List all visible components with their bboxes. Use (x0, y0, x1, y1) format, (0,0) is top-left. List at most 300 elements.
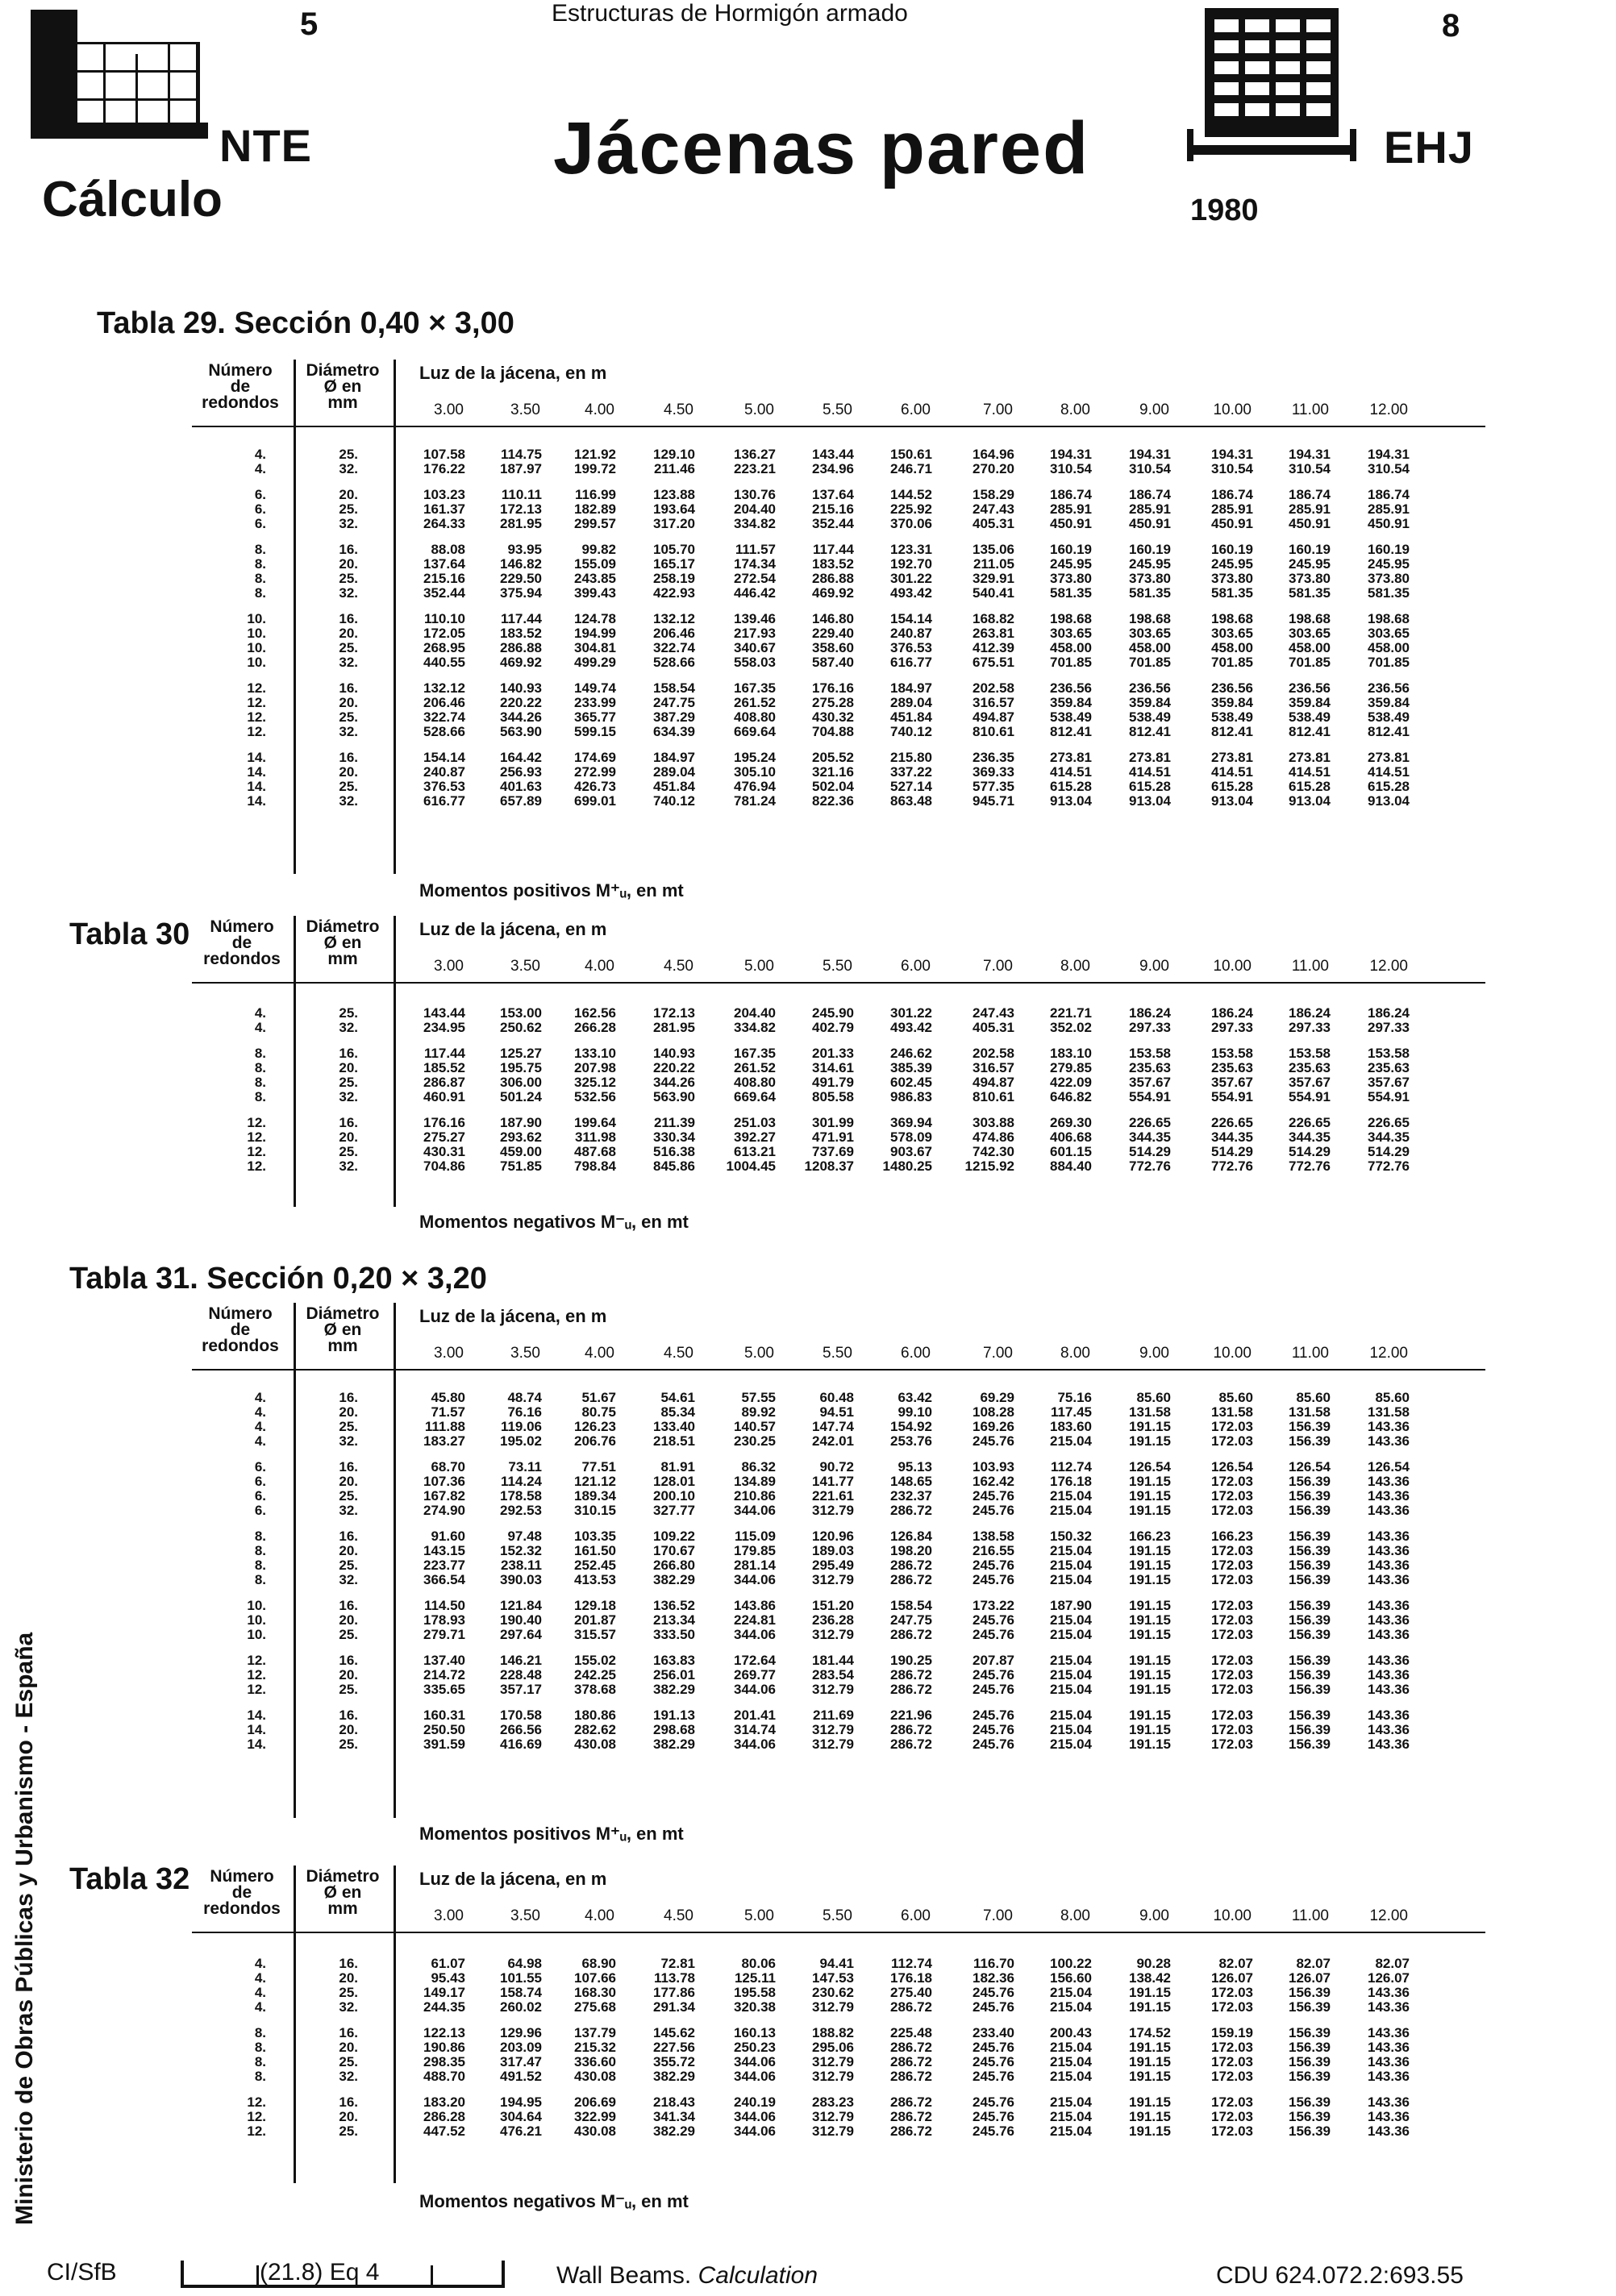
cell-bar-count: 12. (247, 1158, 266, 1174)
cell-bar-count: 14. (247, 1707, 266, 1723)
header-rule (192, 982, 1485, 984)
ministry-side-text: Ministerio de Obras Públicas y Urbanismo - España (11, 1632, 38, 2225)
cell-diameter: 20. (339, 626, 358, 641)
cell-moment: 215.04 (1050, 1503, 1092, 1518)
cell-moment: 458.00 (1289, 640, 1331, 655)
cell-diameter: 20. (339, 1970, 358, 1986)
document-code: EHJ (1384, 122, 1474, 173)
cell-moment: 182.89 (574, 501, 616, 517)
cell-moment: 373.80 (1211, 571, 1253, 586)
cell-moment: 245.76 (973, 1433, 1014, 1449)
header-line: de (230, 1321, 251, 1339)
cell-moment: 156.39 (1289, 2025, 1331, 2040)
header-line: Número (208, 361, 273, 380)
table-row (0, 725, 1616, 739)
cell-moment: 538.49 (1129, 709, 1171, 725)
cell-moment: 311.98 (574, 1129, 616, 1145)
cell-diameter: 32. (339, 1433, 358, 1449)
span-column-header: 3.50 (510, 401, 540, 418)
cell-moment: 193.64 (653, 501, 695, 517)
cell-moment: 121.12 (574, 1474, 616, 1489)
cell-moment: 176.18 (890, 1970, 932, 1986)
cell-bar-count: 4. (254, 1999, 266, 2015)
row-group (0, 681, 1616, 739)
cell-moment: 146.82 (500, 556, 542, 572)
cell-moment: 414.51 (1368, 764, 1410, 780)
cell-diameter: 16. (339, 1956, 358, 1971)
cell-moment: 198.20 (890, 1543, 932, 1558)
cell-moment: 166.23 (1129, 1529, 1171, 1544)
cell-moment: 176.16 (423, 1115, 465, 1130)
cell-moment: 285.91 (1129, 501, 1171, 517)
cell-moment: 123.31 (890, 542, 932, 557)
cell-diameter: 20. (339, 1667, 358, 1682)
cell-moment: 117.44 (812, 542, 854, 557)
page-section-number: 5 (300, 6, 319, 42)
cell-moment: 124.78 (574, 611, 616, 626)
cell-moment: 126.07 (1211, 1970, 1253, 1986)
cell-moment: 153.58 (1368, 1046, 1410, 1061)
table-row (0, 1489, 1616, 1504)
cell-moment: 613.21 (734, 1144, 776, 1159)
span-column-header: 6.00 (901, 401, 931, 418)
cell-moment: 126.54 (1368, 1459, 1410, 1475)
cell-diameter: 25. (339, 1075, 358, 1090)
header-line: mm (327, 393, 358, 412)
cell-moment: 143.36 (1368, 1722, 1410, 1737)
table-row (0, 1628, 1616, 1642)
cell-moment: 191.15 (1129, 1737, 1171, 1752)
table-row (0, 1090, 1616, 1104)
cell-moment: 514.29 (1211, 1144, 1253, 1159)
cell-moment: 240.87 (890, 626, 932, 641)
row-group (0, 488, 1616, 531)
cell-moment: 273.81 (1129, 750, 1171, 765)
cell-moment: 167.82 (423, 1488, 465, 1504)
table-row (0, 1391, 1616, 1405)
cell-moment: 191.15 (1129, 2054, 1171, 2069)
cell-moment: 140.93 (653, 1046, 695, 1061)
cell-moment: 149.74 (574, 680, 616, 696)
cell-moment: 458.00 (1129, 640, 1171, 655)
cell-moment: 174.69 (574, 750, 616, 765)
cell-moment: 494.87 (973, 709, 1014, 725)
cell-bar-count: 4. (254, 1433, 266, 1449)
cell-moment: 95.13 (898, 1459, 932, 1475)
cell-diameter: 20. (339, 1612, 358, 1628)
cell-moment: 382.29 (653, 1682, 695, 1697)
cell-moment: 273.81 (1368, 750, 1410, 765)
cell-moment: 373.80 (1368, 571, 1410, 586)
cell-moment: 514.29 (1289, 1144, 1331, 1159)
cell-moment: 261.52 (734, 1060, 776, 1075)
cell-moment: 135.06 (973, 542, 1014, 557)
cell-diameter: 20. (339, 487, 358, 502)
cell-moment: 117.44 (423, 1046, 465, 1061)
cell-moment: 191.15 (1129, 1503, 1171, 1518)
cell-moment: 143.86 (734, 1598, 776, 1613)
cell-moment: 182.36 (973, 1970, 1014, 1986)
cell-moment: 170.58 (500, 1707, 542, 1723)
table-row (0, 517, 1616, 531)
cell-moment: 215.04 (1050, 1667, 1092, 1682)
cell-moment: 704.86 (423, 1158, 465, 1174)
cell-moment: 143.36 (1368, 1667, 1410, 1682)
cell-moment: 359.84 (1211, 695, 1253, 710)
cell-moment: 207.98 (574, 1060, 616, 1075)
cell-moment: 289.04 (890, 695, 932, 710)
table-title: Tabla 30 (69, 917, 190, 951)
cell-moment: 172.03 (1211, 1985, 1253, 2000)
cell-moment: 143.36 (1368, 2109, 1410, 2124)
cell-diameter: 25. (339, 2123, 358, 2139)
cell-moment: 373.80 (1289, 571, 1331, 586)
cell-moment: 144.52 (890, 487, 932, 502)
cell-moment: 286.88 (500, 640, 542, 655)
cell-moment: 172.03 (1211, 1543, 1253, 1558)
cell-moment: 195.02 (500, 1433, 542, 1449)
cell-moment: 129.18 (574, 1598, 616, 1613)
cell-moment: 701.85 (1289, 655, 1331, 670)
cell-bar-count: 12. (247, 695, 266, 710)
cell-moment: 183.52 (500, 626, 542, 641)
cell-moment: 669.64 (734, 724, 776, 739)
cell-moment: 185.52 (423, 1060, 465, 1075)
cell-moment: 357.67 (1289, 1075, 1331, 1090)
cell-moment: 314.74 (734, 1722, 776, 1737)
cell-diameter: 25. (339, 1682, 358, 1697)
cell-moment: 487.68 (574, 1144, 616, 1159)
header-line: redondos (202, 1337, 279, 1355)
header-line: Diámetro (306, 361, 380, 380)
cell-moment: 125.27 (500, 1046, 542, 1061)
cell-diameter: 16. (339, 1046, 358, 1061)
table-row (0, 1971, 1616, 1986)
cell-moment: 215.04 (1050, 2069, 1092, 2084)
cell-moment: 236.56 (1129, 680, 1171, 696)
cell-moment: 291.34 (653, 1999, 695, 2015)
cell-moment: 143.36 (1368, 1985, 1410, 2000)
cell-bar-count: 8. (254, 2040, 266, 2055)
cell-moment: 242.25 (574, 1667, 616, 1682)
cell-moment: 48.74 (507, 1390, 542, 1405)
cell-moment: 178.93 (423, 1612, 465, 1628)
cell-bar-count: 8. (254, 1060, 266, 1075)
cell-moment: 191.15 (1129, 1722, 1171, 1737)
cell-moment: 554.91 (1368, 1089, 1410, 1104)
span-column-header: 4.50 (664, 1907, 693, 1924)
cell-moment: 72.81 (660, 1956, 695, 1971)
cell-moment: 147.74 (812, 1419, 854, 1434)
cell-moment: 215.04 (1050, 1999, 1092, 2015)
row-group (0, 2095, 1616, 2139)
cell-moment: 110.11 (501, 487, 542, 502)
cell-moment: 139.46 (734, 611, 776, 626)
cell-moment: 822.36 (812, 793, 854, 809)
cell-moment: 334.82 (734, 516, 776, 531)
cell-moment: 310.54 (1368, 461, 1410, 476)
cell-moment: 322.99 (574, 2109, 616, 2124)
span-column-header: 12.00 (1369, 958, 1408, 975)
cell-moment: 701.85 (1129, 655, 1171, 670)
cell-moment: 528.66 (423, 724, 465, 739)
header-diameter (295, 1869, 390, 1917)
cell-diameter: 20. (339, 764, 358, 780)
cell-moment: 146.80 (812, 611, 854, 626)
cell-moment: 215.16 (812, 501, 854, 517)
cell-moment: 286.72 (890, 1503, 932, 1518)
cell-moment: 172.03 (1211, 1627, 1253, 1642)
span-column-header: 4.00 (585, 958, 614, 975)
cell-moment: 90.28 (1136, 1956, 1171, 1971)
cell-moment: 333.50 (653, 1627, 695, 1642)
cell-moment: 272.54 (734, 571, 776, 586)
table-body (0, 1391, 1616, 1763)
cell-moment: 382.29 (653, 1737, 695, 1752)
cell-moment: 245.76 (973, 1488, 1014, 1504)
cell-moment: 215.04 (1050, 2054, 1092, 2069)
cell-moment: 476.21 (500, 2123, 542, 2139)
cell-moment: 156.39 (1289, 2109, 1331, 2124)
cell-moment: 344.06 (734, 1737, 776, 1752)
cell-diameter: 32. (339, 1503, 358, 1518)
span-column-header: 10.00 (1213, 958, 1252, 975)
cisfb-label: CI/SfB (47, 2259, 117, 2286)
cell-moment: 191.13 (653, 1707, 695, 1723)
cell-moment: 143.36 (1368, 2069, 1410, 2084)
cell-moment: 112.74 (1050, 1459, 1092, 1475)
cell-diameter: 20. (339, 1474, 358, 1489)
cell-moment: 63.42 (898, 1390, 932, 1405)
cell-moment: 310.54 (1129, 461, 1171, 476)
cell-moment: 310.15 (574, 1503, 616, 1518)
table-row (0, 794, 1616, 809)
cell-moment: 156.39 (1289, 2054, 1331, 2069)
cell-moment: 469.92 (812, 585, 854, 601)
span-column-header: 9.00 (1139, 1907, 1169, 1924)
cell-diameter: 32. (339, 1999, 358, 2015)
cell-moment: 247.43 (973, 1005, 1014, 1021)
table-row (0, 1145, 1616, 1159)
cell-moment: 140.57 (734, 1419, 776, 1434)
cell-moment: 178.58 (500, 1488, 542, 1504)
cell-moment: 176.16 (812, 680, 854, 696)
table-row (0, 1653, 1616, 1668)
cell-diameter: 32. (339, 793, 358, 809)
cell-moment: 316.57 (973, 695, 1014, 710)
span-column-header: 8.00 (1060, 1907, 1090, 1924)
cell-bar-count: 8. (254, 1089, 266, 1104)
cell-moment: 286.87 (423, 1075, 465, 1090)
header-line: de (231, 1883, 252, 1902)
header-bar-count (192, 1306, 289, 1354)
cell-moment: 215.04 (1050, 2109, 1092, 2124)
cell-moment: 82.07 (1218, 1956, 1253, 1971)
cell-moment: 172.03 (1211, 2040, 1253, 2055)
span-column-header: 4.00 (585, 401, 614, 418)
cell-moment: 359.84 (1368, 695, 1410, 710)
row-group (0, 1460, 1616, 1518)
cell-moment: 201.33 (812, 1046, 854, 1061)
cell-diameter: 25. (339, 1488, 358, 1504)
cell-moment: 89.92 (741, 1404, 776, 1420)
header-line: mm (327, 950, 358, 968)
cell-moment: 538.49 (1289, 709, 1331, 725)
cell-moment: 172.03 (1211, 1572, 1253, 1587)
cell-moment: 189.34 (574, 1488, 616, 1504)
cell-moment: 235.63 (1129, 1060, 1171, 1075)
cell-moment: 812.41 (1129, 724, 1171, 739)
cell-moment: 528.66 (653, 655, 695, 670)
cell-moment: 1215.92 (964, 1158, 1014, 1174)
cell-moment: 221.96 (890, 1707, 932, 1723)
cell-moment: 281.95 (500, 516, 542, 531)
cell-moment: 61.07 (431, 1956, 465, 1971)
cell-moment: 156.39 (1289, 2094, 1331, 2110)
cell-moment: 563.90 (500, 724, 542, 739)
cell-moment: 344.35 (1129, 1129, 1171, 1145)
cell-moment: 126.54 (1211, 1459, 1253, 1475)
cell-moment: 540.41 (973, 585, 1014, 601)
row-group (0, 1006, 1616, 1035)
cell-moment: 369.33 (973, 764, 1014, 780)
cell-moment: 88.08 (431, 542, 465, 557)
cell-bar-count: 4. (254, 1970, 266, 1986)
cell-moment: 189.03 (812, 1543, 854, 1558)
cell-moment: 153.58 (1211, 1046, 1253, 1061)
cell-moment: 220.22 (500, 695, 542, 710)
cell-moment: 172.03 (1211, 1722, 1253, 1737)
cell-moment: 191.15 (1129, 2109, 1171, 2124)
span-column-header: 3.50 (510, 1345, 540, 1362)
cell-moment: 143.36 (1368, 1474, 1410, 1489)
cell-moment: 392.27 (734, 1129, 776, 1145)
cell-moment: 245.76 (973, 2109, 1014, 2124)
cell-moment: 123.88 (653, 487, 695, 502)
cell-moment: 180.86 (574, 1707, 616, 1723)
header-line: mm (327, 1899, 358, 1918)
table-row (0, 572, 1616, 586)
table-row (0, 2026, 1616, 2040)
cell-moment: 192.70 (890, 556, 932, 572)
cell-moment: 615.28 (1368, 779, 1410, 794)
cell-moment: 207.87 (973, 1653, 1014, 1668)
table-units-note: Momentos negativos M⁻ᵤ, en mt (419, 1212, 689, 1232)
cell-moment: 245.76 (973, 1682, 1014, 1697)
cell-moment: 250.62 (500, 1020, 542, 1035)
cell-moment: 202.58 (973, 1046, 1014, 1061)
cell-moment: 114.50 (423, 1598, 465, 1613)
table-row (0, 1434, 1616, 1449)
cell-moment: 459.00 (500, 1144, 542, 1159)
cell-moment: 268.95 (423, 640, 465, 655)
cell-moment: 154.92 (890, 1419, 932, 1434)
table-row (0, 1405, 1616, 1420)
cell-moment: 150.32 (1050, 1529, 1092, 1544)
cell-moment: 669.64 (734, 1089, 776, 1104)
cell-moment: 183.20 (423, 2094, 465, 2110)
cell-moment: 215.04 (1050, 1653, 1092, 1668)
cell-moment: 527.14 (890, 779, 932, 794)
cell-moment: 186.24 (1211, 1005, 1253, 1021)
cell-moment: 115.09 (734, 1529, 776, 1544)
cell-moment: 615.28 (1050, 779, 1092, 794)
cell-bar-count: 12. (247, 724, 266, 739)
cell-moment: 245.76 (973, 1503, 1014, 1518)
row-group (0, 1391, 1616, 1449)
cell-moment: 183.27 (423, 1433, 465, 1449)
cell-moment: 554.91 (1289, 1089, 1331, 1104)
cell-moment: 103.35 (574, 1529, 616, 1544)
cell-moment: 357.67 (1368, 1075, 1410, 1090)
cell-moment: 68.70 (431, 1459, 465, 1475)
cell-bar-count: 12. (247, 1144, 266, 1159)
cell-moment: 94.51 (819, 1404, 854, 1420)
span-column-header: 9.00 (1139, 401, 1169, 418)
cell-moment: 245.76 (973, 1985, 1014, 2000)
cell-moment: 199.72 (574, 461, 616, 476)
cell-moment: 246.62 (890, 1046, 932, 1061)
cell-moment: 126.07 (1368, 1970, 1410, 1986)
span-column-header: 4.50 (664, 958, 693, 975)
cell-moment: 450.91 (1050, 516, 1092, 531)
header-line: redondos (203, 950, 281, 968)
cell-moment: 286.72 (890, 2069, 932, 2084)
cell-moment: 228.48 (500, 1667, 542, 1682)
span-column-header: 7.00 (983, 958, 1013, 975)
cell-moment: 460.91 (423, 1089, 465, 1104)
cell-moment: 194.99 (574, 626, 616, 641)
span-column-header: 8.00 (1060, 401, 1090, 418)
table-row (0, 1558, 1616, 1573)
table-row (0, 2069, 1616, 2084)
cell-moment: 211.39 (653, 1115, 695, 1130)
cell-moment: 172.64 (734, 1653, 776, 1668)
cell-moment: 226.65 (1289, 1115, 1331, 1130)
span-column-header: 3.00 (434, 1907, 464, 1924)
cell-moment: 602.45 (890, 1075, 932, 1090)
cell-moment: 256.93 (500, 764, 542, 780)
cell-moment: 491.52 (500, 2069, 542, 2084)
cell-moment: 161.50 (574, 1543, 616, 1558)
cell-moment: 863.48 (890, 793, 932, 809)
cell-moment: 269.77 (734, 1667, 776, 1682)
cell-moment: 581.35 (1368, 585, 1410, 601)
span-column-header: 9.00 (1139, 1345, 1169, 1362)
cell-moment: 215.16 (423, 571, 465, 586)
cell-moment: 344.35 (1368, 1129, 1410, 1145)
cell-diameter: 16. (339, 1390, 358, 1405)
cell-moment: 110.10 (423, 611, 465, 626)
cell-moment: 172.03 (1211, 1598, 1253, 1613)
cell-moment: 293.62 (500, 1129, 542, 1145)
cell-moment: 516.38 (653, 1144, 695, 1159)
span-column-header: 4.00 (585, 1345, 614, 1362)
cell-moment: 82.07 (1375, 1956, 1410, 1971)
cell-moment: 303.65 (1289, 626, 1331, 641)
table-row (0, 2124, 1616, 2139)
cell-moment: 554.91 (1129, 1089, 1171, 1104)
cell-moment: 186.24 (1129, 1005, 1171, 1021)
cell-moment: 224.81 (734, 1612, 776, 1628)
table-row (0, 502, 1616, 517)
cell-moment: 256.01 (653, 1667, 695, 1682)
cell-moment: 146.21 (500, 1653, 542, 1668)
cell-moment: 107.66 (574, 1970, 616, 1986)
cell-moment: 578.09 (890, 1129, 932, 1145)
cell-moment: 737.69 (812, 1144, 854, 1159)
cell-moment: 156.39 (1289, 1474, 1331, 1489)
